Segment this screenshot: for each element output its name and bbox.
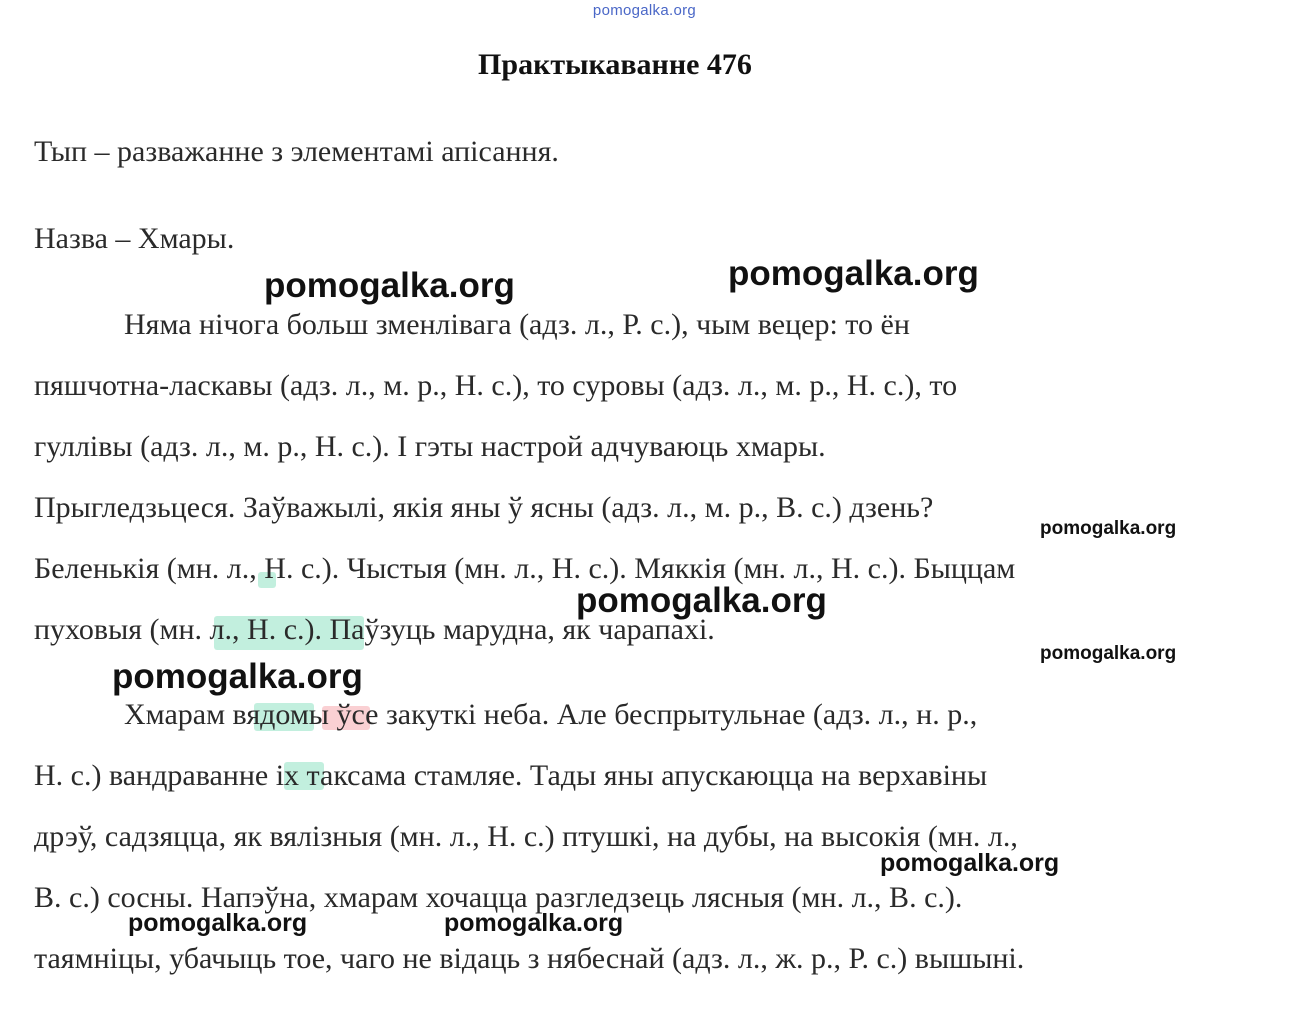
watermark: pomogalka.org xyxy=(1040,643,1177,664)
paragraph1-line: пуховыя (мн. л., Н. с.). Паўзуць марудна, як чарапахі. xyxy=(34,613,715,646)
paragraph1-line: пяшчотна-ласкавы (адз. л., м. р., Н. с.), то суровы (адз. л., м. р., Н. с.), то xyxy=(34,369,958,402)
watermark: pomogalka.org xyxy=(576,581,827,620)
watermark: pomogalka.org xyxy=(264,266,515,305)
paragraph2-line: дрэў, садзяцца, як вялізныя (мн. л., Н. с.) птушкі, на дубы, на высокія (мн. л., xyxy=(34,820,1018,853)
paragraph1-line: гуллівы (адз. л., м. р., Н. с.). І гэты настрой адчуваюць хмары. xyxy=(34,430,826,463)
name-line: Назва – Хмары. xyxy=(34,222,235,255)
paragraph1-line: Няма нічога больш зменлівага (адз. л., Р. с.), чым вецер: то ён xyxy=(124,308,910,341)
type-line: Тып – разважанне з элементамі апісання. xyxy=(34,135,559,168)
paragraph1-line: Беленькія (мн. л., Н. с.). Чыстыя (мн. л., Н. с.). Мяккія (мн. л., Н. с.). Быццам xyxy=(34,552,1016,585)
paragraph2-line: Хмарам вядомы ўсе закуткі неба. Але беспрытульнае (адз. л., н. р., xyxy=(124,698,978,731)
watermark: pomogalka.org xyxy=(128,909,308,937)
watermark: pomogalka.org xyxy=(444,909,624,937)
paragraph2-line: таямніцы, убачыць тое, чаго не відаць з нябеснай (адз. л., ж. р., Р. с.) вышыні. xyxy=(34,942,1025,975)
page-title: Практыкаванне 476 xyxy=(478,48,752,81)
paragraph1-line: Прыгледзьцеся. Заўважылі, якія яны ў ясны (адз. л., м. р., В. с.) дзень? xyxy=(34,491,934,524)
watermark: pomogalka.org xyxy=(112,657,363,696)
watermark: pomogalka.org xyxy=(1040,518,1177,539)
paragraph2-line: В. с.) сосны. Напэўна, хмарам хочацца разгледзець лясныя (мн. л., В. с.). xyxy=(34,881,963,914)
watermark: pomogalka.org xyxy=(880,849,1060,877)
site-link[interactable]: pomogalka.org xyxy=(592,2,697,19)
watermark: pomogalka.org xyxy=(728,254,979,293)
paragraph2-line: Н. с.) вандраванне іх таксама стамляе. Тады яны апускаюцца на верхавіны xyxy=(34,759,988,792)
